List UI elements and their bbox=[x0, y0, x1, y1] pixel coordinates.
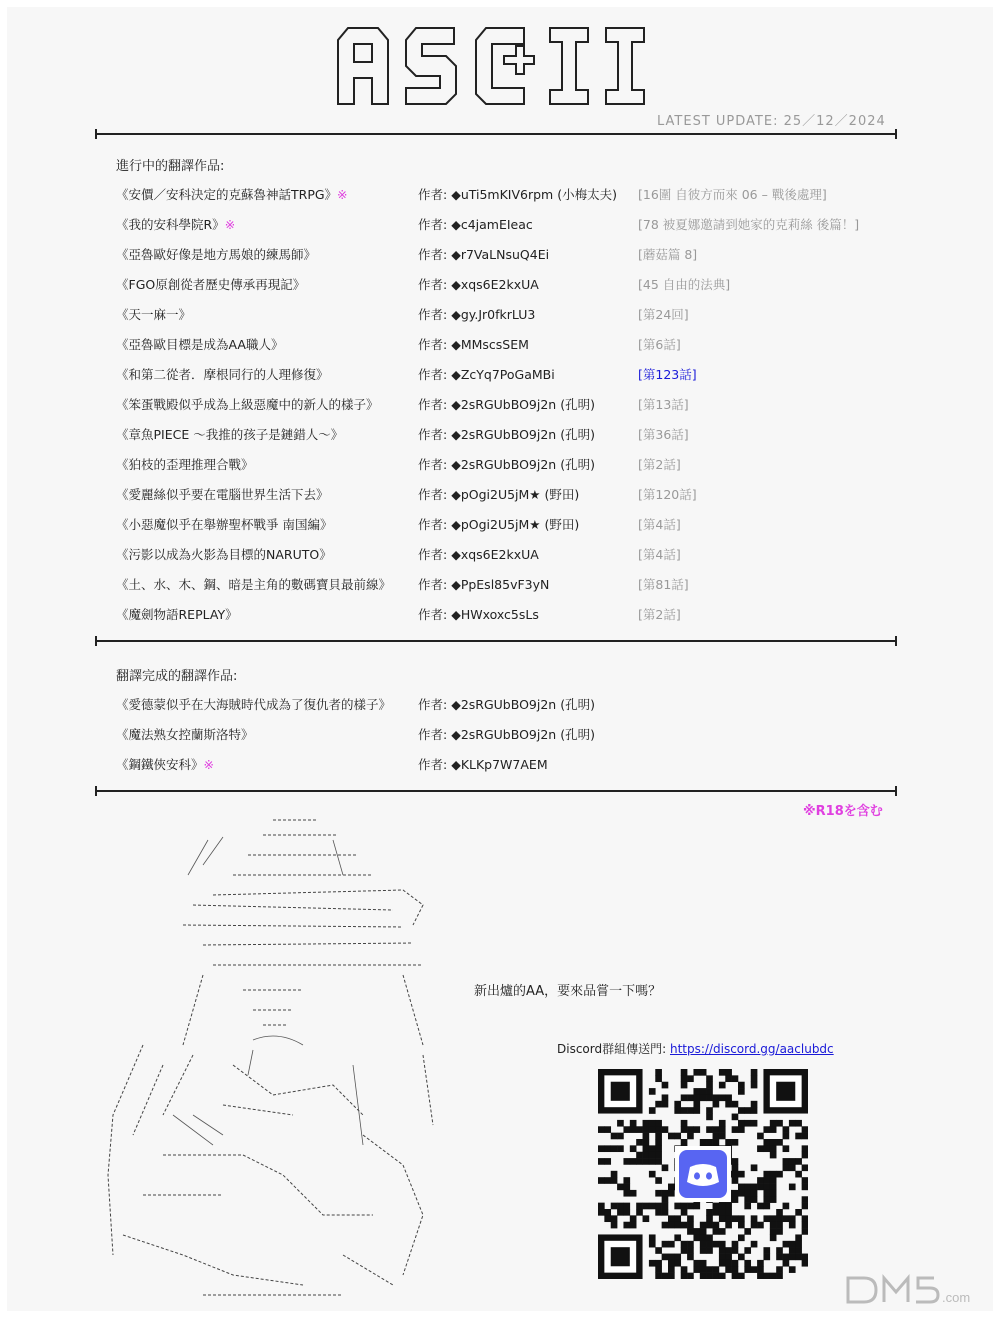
work-title[interactable]: 《鋼鐵俠安科》※ bbox=[116, 757, 214, 772]
list-item[interactable] bbox=[0, 425, 1000, 447]
work-title[interactable]: 《亞魯歐好像是地方馬娘的練馬師》 bbox=[116, 247, 317, 262]
work-title[interactable]: 《土、水、木、鋼、暗是主角的數碼寶貝最前線》 bbox=[116, 577, 392, 592]
chapter-status: [第6話] bbox=[638, 337, 681, 352]
work-title[interactable]: 《FGO原創從者歷史傳承再現記》 bbox=[116, 277, 306, 292]
r18-mark: ※ bbox=[203, 757, 214, 772]
list-item[interactable] bbox=[0, 755, 1000, 777]
list-item[interactable] bbox=[0, 335, 1000, 357]
list-item[interactable] bbox=[0, 215, 1000, 237]
author: 作者: ◆pOgi2U5jM★ (野田) bbox=[418, 517, 580, 532]
work-title[interactable]: 《愛麗絲似乎要在電腦世界生活下去》 bbox=[116, 487, 329, 502]
discord-label: Discord群組傳送門: bbox=[557, 1042, 667, 1056]
chapter-status: [第24回] bbox=[638, 307, 689, 322]
author: 作者: ◆ZcYq7PoGaMBi bbox=[418, 367, 555, 382]
list-item[interactable] bbox=[0, 485, 1000, 507]
discord-link[interactable]: https://discord.gg/aaclubdc bbox=[669, 1042, 834, 1056]
ongoing-heading: 進行中的翻譯作品: bbox=[116, 159, 225, 174]
chapter-status: [78 被夏娜邀請到她家的克莉絲 後篇！] bbox=[638, 217, 860, 232]
work-title[interactable]: 《污影以成為火影為目標的NARUTO》 bbox=[116, 547, 332, 562]
dm5-watermark bbox=[844, 1270, 988, 1310]
work-title[interactable]: 《魔劍物語REPLAY》 bbox=[116, 607, 238, 622]
author: 作者: ◆2sRGUbBO9j2n (孔明) bbox=[418, 427, 595, 442]
work-title[interactable]: 《安價／安科決定的克蘇魯神話TRPG》※ bbox=[116, 187, 348, 202]
watermark-text: .com bbox=[942, 1290, 971, 1305]
r18-mark: ※ bbox=[224, 217, 236, 232]
work-title[interactable]: 《我的安科學院R》※ bbox=[116, 217, 236, 232]
chapter-status: [第4話] bbox=[638, 547, 681, 562]
discord-qr-code bbox=[598, 1069, 808, 1279]
ascii-logo bbox=[330, 22, 655, 106]
list-item[interactable] bbox=[0, 575, 1000, 597]
latest-update: LATEST UPDATE: 25／12／2024 bbox=[657, 114, 886, 129]
r18-note: ※R18を含む bbox=[803, 804, 883, 819]
chapter-status: [第36話] bbox=[638, 427, 689, 442]
chapter-status: [第81話] bbox=[638, 577, 689, 592]
author: 作者: ◆2sRGUbBO9j2n (孔明) bbox=[418, 457, 595, 472]
chapter-status: [第2話] bbox=[638, 457, 681, 472]
ascii-art-illustration bbox=[103, 815, 438, 1300]
chapter-status: [16圍 自彼方而來 06 – 戰後處理] bbox=[638, 187, 827, 202]
chapter-status: [第120話] bbox=[638, 487, 697, 502]
chapter-status: [蘑菇篇 8] bbox=[638, 247, 698, 262]
work-title[interactable]: 《亞魯歐目標是成為AA職人》 bbox=[116, 337, 284, 352]
author: 作者: ◆xqs6E2kxUA bbox=[418, 547, 539, 562]
chapter-status: [第4話] bbox=[638, 517, 681, 532]
work-title[interactable]: 《章魚PIECE ～我推的孩子是鏈錯人～》 bbox=[116, 427, 344, 442]
chapter-status: [第2話] bbox=[638, 607, 681, 622]
author: 作者: ◆c4jamEIeac bbox=[418, 217, 533, 232]
chapter-status: [45 自由的法典] bbox=[638, 277, 731, 292]
chapter-status: [第13話] bbox=[638, 397, 689, 412]
list-item[interactable] bbox=[0, 605, 1000, 627]
list-item[interactable] bbox=[0, 455, 1000, 477]
work-title[interactable]: 《天一麻一》 bbox=[116, 307, 192, 322]
list-item[interactable] bbox=[0, 365, 1000, 387]
discord-line bbox=[557, 1040, 834, 1057]
list-item[interactable] bbox=[0, 185, 1000, 207]
work-title[interactable]: 《魔法熟女控蘭斯洛特》 bbox=[116, 727, 254, 742]
author: 作者: ◆PpEsl85vF3yN bbox=[418, 577, 550, 592]
list-item[interactable] bbox=[0, 695, 1000, 717]
author: 作者: ◆2sRGUbBO9j2n (孔明) bbox=[418, 697, 595, 712]
work-title[interactable]: 《和第二從者．摩根同行的人理修復》 bbox=[116, 367, 329, 382]
list-item[interactable] bbox=[0, 545, 1000, 567]
r18-mark: ※ bbox=[337, 187, 348, 202]
list-item[interactable] bbox=[0, 725, 1000, 747]
author: 作者: ◆HWxoxc5sLs bbox=[418, 607, 539, 622]
promo-prompt: 新出爐的AA，要來品嘗一下嗎？ bbox=[474, 984, 662, 999]
work-title[interactable]: 《笨蛋戰殿似乎成為上級惡魔中的新人的樣子》 bbox=[116, 397, 379, 412]
work-title[interactable]: 《狛枝的歪理推理合戰》 bbox=[116, 457, 254, 472]
work-title[interactable]: 《愛德蒙似乎在大海賊時代成為了復仇者的樣子》 bbox=[116, 697, 392, 712]
divider bbox=[95, 133, 897, 135]
author: 作者: ◆MMscsSEM bbox=[418, 337, 529, 352]
list-item[interactable] bbox=[0, 305, 1000, 327]
author: 作者: ◆pOgi2U5jM★ (野田) bbox=[418, 487, 580, 502]
list-item[interactable] bbox=[0, 245, 1000, 267]
divider bbox=[95, 640, 897, 642]
author: 作者: ◆2sRGUbBO9j2n (孔明) bbox=[418, 727, 595, 742]
author: 作者: ◆xqs6E2kxUA bbox=[418, 277, 539, 292]
list-item[interactable] bbox=[0, 515, 1000, 537]
list-item[interactable] bbox=[0, 395, 1000, 417]
author: 作者: ◆gy.Jr0fkrLU3 bbox=[418, 307, 536, 322]
work-title[interactable]: 《小惡魔似乎在舉辦聖杯戰爭 南国編》 bbox=[116, 517, 333, 532]
chapter-status[interactable]: [第123話] bbox=[638, 367, 697, 382]
author: 作者: ◆KLKp7W7AEM bbox=[418, 757, 548, 772]
author: 作者: ◆2sRGUbBO9j2n (孔明) bbox=[418, 397, 595, 412]
completed-heading: 翻譯完成的翻譯作品: bbox=[116, 669, 238, 684]
list-item[interactable] bbox=[0, 275, 1000, 297]
divider bbox=[95, 790, 897, 792]
author: 作者: ◆r7VaLNsuQ4Ei bbox=[418, 247, 550, 262]
author: 作者: ◆uTi5mKIV6rpm (小梅太夫) bbox=[418, 187, 617, 202]
